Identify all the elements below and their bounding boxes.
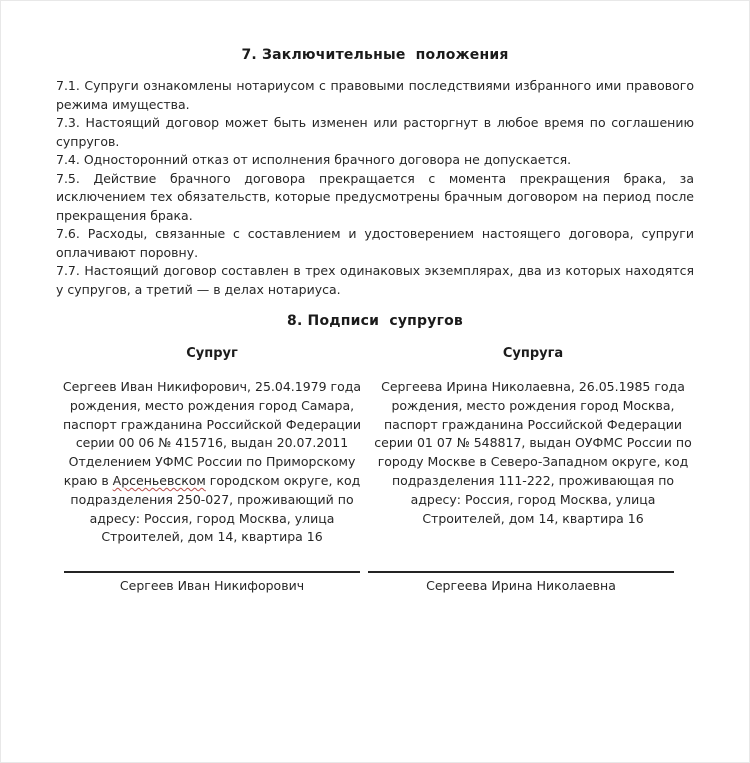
husband-details-text-after: городском округе, код подразделения 250-027, проживающий по адресу: Россия, город Москва, улица Строителей, дом 14, квартира 16 (70, 472, 361, 545)
husband-signature-name: Сергеев Иван Никифорович (119, 578, 305, 594)
signatures-section (56, 342, 694, 593)
wife-signature-block (368, 571, 698, 593)
clause-7-5: 7.5. Действие брачного договора прекращается с момента прекращения брака, за исключением тех обязательств, которые предусмотрены брачным договором на период после прекращения брака. (56, 170, 694, 223)
husband-details (56, 378, 368, 547)
clause-7-6: 7.6. Расходы, связанные с составлением и удостоверением настоящего договора, супруги оплачивают поровну. (56, 226, 694, 260)
misspelled-word: Арсеньевском (112, 472, 206, 488)
wife-details: Сергеева Ирина Николаевна, 26.05.1985 года рождения, место рождения город Москва, паспорт гражданина Российской Федерации серии 01 07 № 548817, выдан ОУФМС России по городу Москве в Северо-Западном округе, код подразделения 111-222, проживающая по адресу: Россия, город Москва, улица Строителей, дом 14, квартира 16 (374, 379, 692, 526)
clause-7-4: 7.4. Односторонний отказ от исполнения брачного договора не допускается. (56, 152, 572, 167)
husband-signature-block (56, 571, 368, 593)
wife-label: Супруга (502, 346, 564, 361)
clause-7-3: 7.3. Настоящий договор может быть изменен или расторгнут в любое время по соглашению супругов. (56, 115, 694, 149)
wife-signature-name: Сергеева Ирина Николаевна (426, 578, 616, 594)
document-page (1, 1, 749, 762)
clause-7-1: 7.1. Супруги ознакомлены нотариусом с правовыми последствиями избранного ими правового режима имущества. (56, 78, 694, 112)
clause-7-7: 7.7. Настоящий договор составлен в трех одинаковых экземплярах, два из которых находятся у супругов, а третий — в делах нотариуса. (56, 263, 694, 297)
husband-label: Супруг (186, 346, 238, 361)
husband-details-text: Сергеев Иван Никифорович, 25.04.1979 года рождения, место рождения город Самара, паспорт гражданина Российской Федерации серии 00 06 № 415716, выдан 20.07.2011 Отделением УФМС России по Приморскому краю в (62, 379, 362, 488)
section-8-heading: 8. Подписи супругов (287, 313, 463, 329)
section-7-heading: 7. Заключительные положения (241, 47, 509, 63)
final-provisions-section (56, 77, 694, 299)
